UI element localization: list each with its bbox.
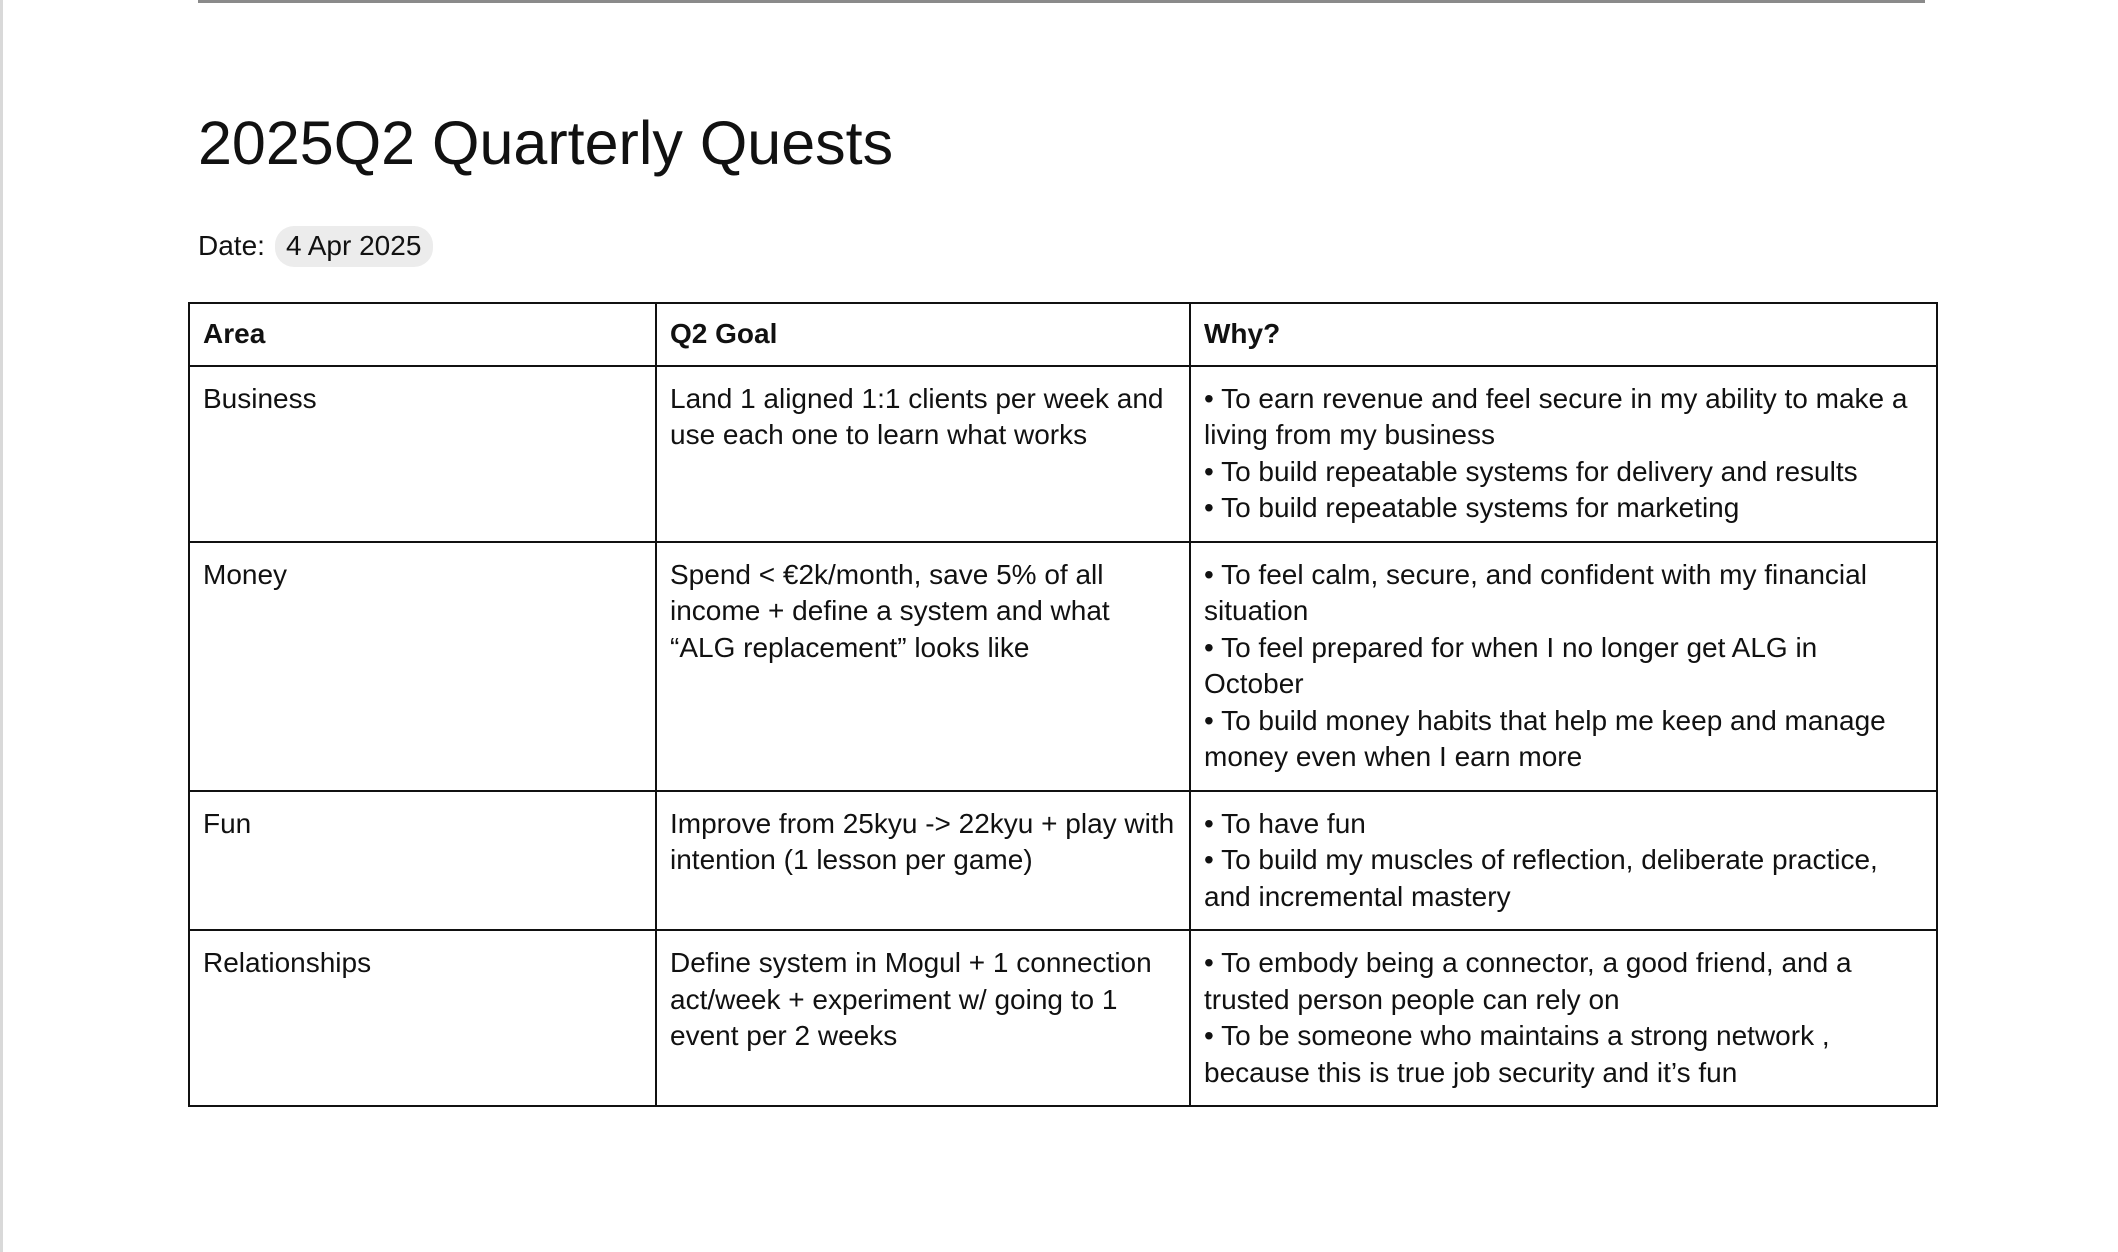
cell-goal[interactable]: Land 1 aligned 1:1 clients per week and use each one to learn what works (656, 366, 1190, 542)
why-bullet: • To build money habits that help me keep and manage money even when I earn more (1204, 704, 1886, 772)
cell-why[interactable] (1190, 930, 1937, 1106)
table-row-relationships (189, 930, 1937, 1106)
cell-goal[interactable]: Define system in Mogul + 1 connection act/week + experiment w/ going to 1 event per 2 weeks (656, 930, 1190, 1106)
date-row (198, 225, 433, 267)
cell-why[interactable] (1190, 542, 1937, 791)
cell-area[interactable]: Relationships (189, 930, 656, 1106)
cell-goal[interactable]: Improve from 25kyu -> 22kyu + play with intention (1 lesson per game) (656, 791, 1190, 931)
page-top-divider (198, 0, 1925, 3)
date-chip[interactable]: 4 Apr 2025 (275, 226, 433, 267)
cell-why[interactable] (1190, 366, 1937, 542)
table-row-fun (189, 791, 1937, 931)
document-title: 2025Q2 Quarterly Quests (198, 109, 894, 177)
quests-table (188, 302, 1938, 1107)
why-bullet: • To be someone who maintains a strong network , because this is true job security and it’s fun (1204, 1020, 1830, 1088)
header-area[interactable]: Area (189, 303, 656, 366)
why-bullet: • To have fun (1204, 807, 1366, 839)
cell-area[interactable]: Money (189, 542, 656, 791)
cell-why[interactable] (1190, 791, 1937, 931)
why-bullet: • To feel prepared for when I no longer get ALG in October (1204, 631, 1818, 699)
table-row-business (189, 366, 1937, 542)
why-bullet: • To feel calm, secure, and confident with my financial situation (1204, 558, 1867, 626)
cell-goal[interactable]: Spend < €2k/month, save 5% of all income + define a system and what “ALG replacement” looks like (656, 542, 1190, 791)
why-bullet: • To build my muscles of reflection, deliberate practice, and incremental mastery (1204, 844, 1878, 912)
why-bullet: • To embody being a connector, a good friend, and a trusted person people can rely on (1204, 947, 1852, 1015)
cell-area[interactable]: Fun (189, 791, 656, 931)
table-row-money (189, 542, 1937, 791)
why-bullet: • To build repeatable systems for delivery and results (1204, 455, 1858, 487)
why-bullet: • To earn revenue and feel secure in my ability to make a living from my business (1204, 382, 1908, 450)
header-goal[interactable]: Q2 Goal (656, 303, 1190, 366)
table-header-row (189, 303, 1937, 366)
cell-area[interactable]: Business (189, 366, 656, 542)
date-label: Date: (198, 230, 265, 261)
why-bullet: • To build repeatable systems for marketing (1204, 492, 1740, 523)
header-why[interactable]: Why? (1190, 303, 1937, 366)
